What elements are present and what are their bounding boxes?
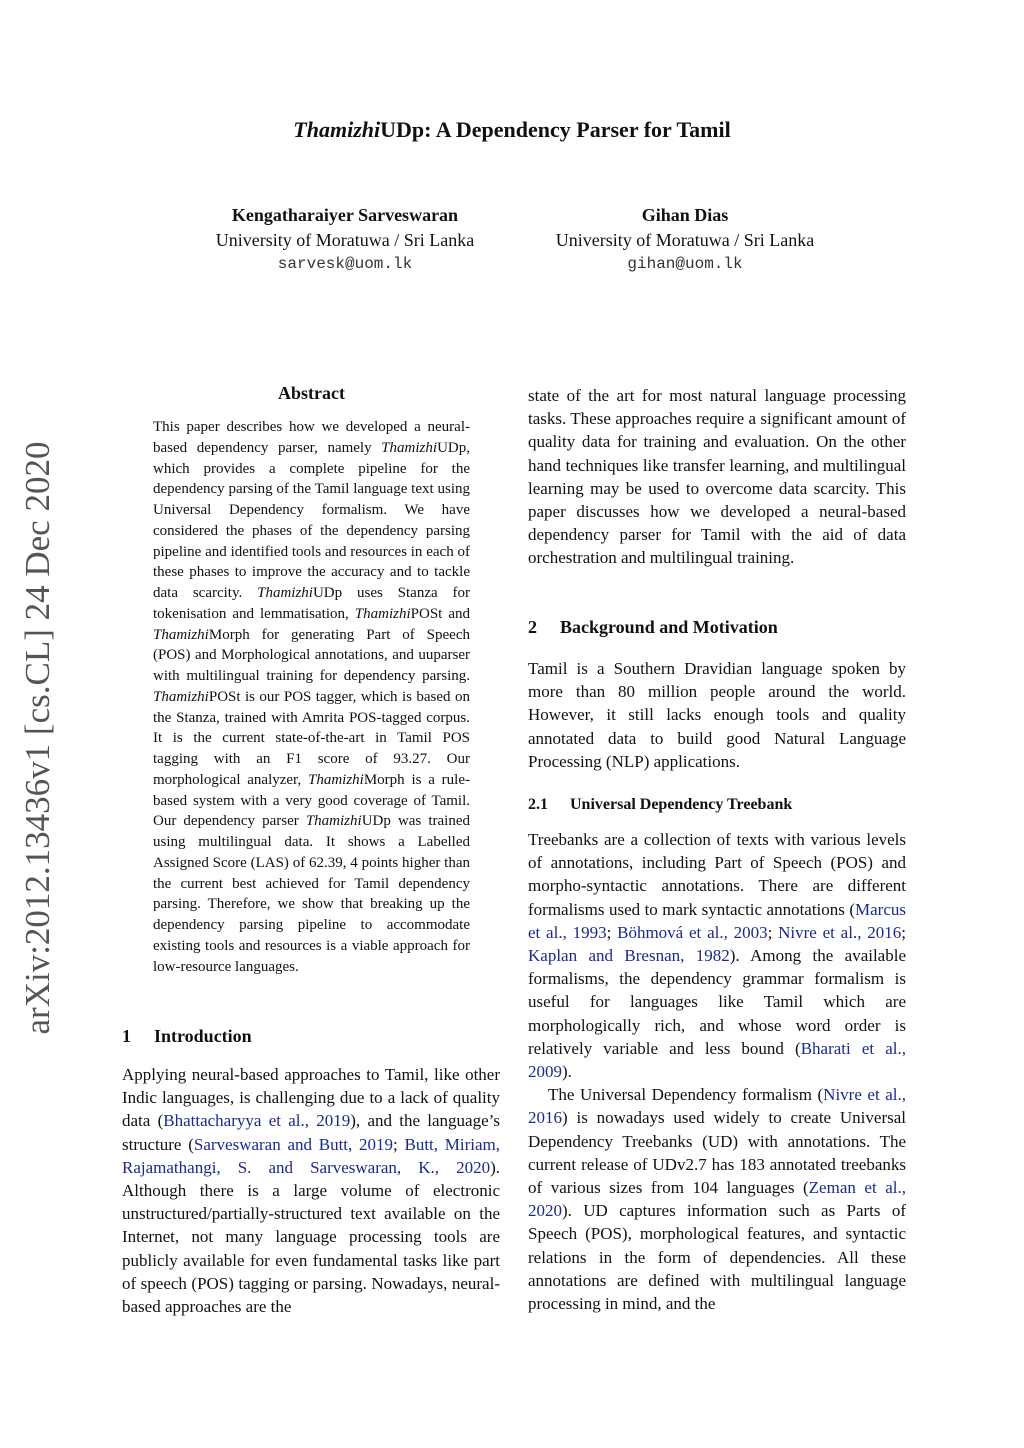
author-affiliation: University of Moratuwa / Sri Lanka (555, 229, 815, 250)
citation-link[interactable]: Bhattacharyya et al., 2019 (163, 1111, 351, 1131)
citation-link[interactable]: Nivre et al., 2016 (528, 1085, 906, 1128)
abstract-body: This paper describes how we developed a neural-based dependency parser, namely ThamizhiUDp, which provides a complete pipeline for the dependency parsing of the Tamil language text using Universal Dependency formalism. We have considered the phases of the dependency parsing pipeline and identified tools and resources in each of these phases to improve the accuracy and to tackle data scarcity. ThamizhiUDp uses Stanza for tokenisation and lemmatisation, ThamizhiPOSt and ThamizhiMorph for generating Part of Speech (POS) and Morphological annotations, and uuparser with multilingual training for dependency parsing. ThamizhiPOSt is our POS tagger, which is based on the Stanza, trained with Amrita POS-tagged corpus. It is the current state-of-the-art in Tamil POS tagging with an F1 score of 93.27. Our morphological analyzer, ThamizhiMorph is a rule-based system with a very good coverage of Tamil. Our dependency parser ThamizhiUDp was trained using multilingual data. It shows a Labelled Assigned Score (LAS) of 62.39, 4 points higher than the current best achieved for Tamil dependency parsing. Therefore, we show that breaking up the dependency parsing pipeline to accommodate existing tools and resources is a viable approach for low-resource languages. (153, 419, 471, 975)
title-italic: Thamizhi (293, 117, 381, 142)
ud-treebank-paragraph-1: Treebanks are a collection of texts with various levels of annotations, including Part of Speech (POS) and morpho-syntactic annotations. There are different formalisms used to mark syntactic annotations (Marcus et al., 1993; Böhmová et al., 2003; Nivre et al., 2016; Kaplan and Bresnan, 1982). Among the available formalisms, the dependency grammar formalism is useful for languages like Tamil which are morphologically rich, and whose word order is relatively variable and less bound (Bharati et al., 2009). (528, 830, 907, 1082)
citation-link[interactable]: Böhmová et al., 2003 (617, 922, 768, 942)
introduction-paragraph: Applying neural-based approaches to Tamil, like other Indic languages, is challenging due to a lack of quality data (Bhattacharyya et al., 2019), and the language’s structure (Sarveswaran and Butt, 2019; Butt, Miriam, Rajamathangi, S. and Sarveswaran, K., 2020). Although there is a large volume of electronic unstructured/partially-structured text available on the Internet, not many language processing tools are publicly available for even fundamental tasks like part of speech (POS) tagging or parsing. Nowadays, neural-based approaches are the (122, 1065, 500, 1317)
author-name: Kengatharaiyer Sarveswaran (231, 205, 459, 225)
citation-link[interactable]: Bharati et al., 2009 (528, 1038, 907, 1082)
author-name: Gihan Dias (641, 205, 729, 225)
background-paragraph: Tamil is a Southern Dravidian language spoken by more than 80 million people around the world. However, it still lacks enough tools and quality annotated data to build good Natural Language Processing (NLP) applications. (528, 659, 906, 771)
citation-link[interactable]: Zeman et al., 2020 (528, 1178, 906, 1221)
subsection-heading-ud-treebank: 2.1 Universal Dependency Treebank (528, 796, 793, 813)
paper-title (0, 117, 1024, 143)
author-block-2 (515, 203, 855, 277)
introduction-continuation: state of the art for most natural language processing tasks. These approaches require a significant amount of quality data for training and evaluation. On the other hand techniques like transfer learning, and multilingual learning may be used to overcome data scarcity. This paper discusses how we developed a neural-based dependency parser for Tamil with the aid of data orchestration and multilingual training. (528, 386, 906, 568)
author-email: gihan@uom.lk (627, 255, 743, 273)
ud-treebank-paragraph-2: The Universal Dependency formalism (Nivre et al., 2016) is nowadays used widely to create Universal Dependency Treebanks (UD) with annotations. The current release of UDv2.7 has 183 annotated treebanks of various sizes from 104 languages (Zeman et al., 2020). UD captures information such as Parts of Speech (POS), morphological features, and syntactic relations in the form of dependencies. All these annotations are defined with multilingual language processing in mind, and the (528, 1085, 906, 1314)
citation-link[interactable]: Butt, Miriam, Rajamathangi, S. and Sarveswaran, K., 2020 (122, 1134, 500, 1177)
citation-link[interactable]: Marcus et al., 1993 (528, 899, 906, 942)
citation-link[interactable]: Nivre et al., 2016 (778, 922, 902, 942)
arxiv-identifier: arXiv:2012.13436v1 [cs.CL] 24 Dec 2020 (18, 441, 57, 1035)
section-heading-background: 2 Background and Motivation (528, 617, 778, 637)
citation-link[interactable]: Sarveswaran and Butt, 2019 (193, 1134, 394, 1154)
section-heading-introduction: 1 Introduction (122, 1026, 252, 1046)
title-rest: UDp: A Dependency Parser for Tamil (380, 117, 731, 142)
author-affiliation: University of Moratuwa / Sri Lanka (215, 229, 475, 250)
abstract-heading: Abstract (278, 383, 345, 403)
citation-link[interactable]: Kaplan and Bresnan, 1982 (528, 946, 730, 966)
author-email: sarvesk@uom.lk (277, 255, 413, 273)
author-block-1 (175, 203, 515, 277)
ud-treebank-body (528, 828, 906, 1315)
